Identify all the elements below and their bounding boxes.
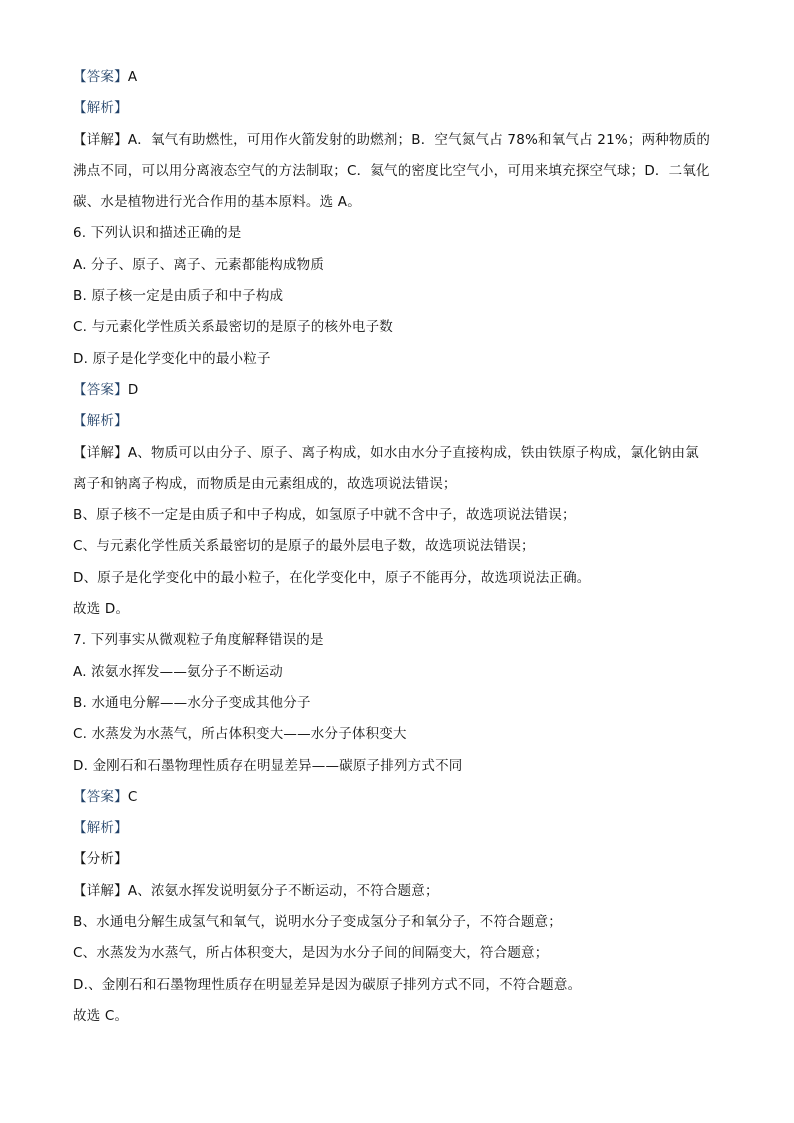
answer-value: C [127,788,138,805]
detail-line [73,125,733,156]
analysis-subheading [73,844,733,875]
option-line: D. 金刚石和石墨物理性质存在明显差异——碳原子排列方式不同 [73,757,463,774]
option-line: B. 原子核一定是由质子和中子构成 [73,288,284,305]
option-line: C. 水蒸发为水蒸气，所占体积变大——水分子体积变大 [73,726,407,743]
detail-text: A．氧气有助燃性，可用作火箭发射的助燃剂；B．空气氮气占 78%和氧气占 21%；两种物质的 [127,131,711,148]
detail-label: 【详解】 [73,131,128,148]
text-line: D、原子是化学变化中的最小粒子，在化学变化中，原子不能再分，故选项说法正确。 [73,569,591,586]
detail-text: A、物质可以由分子、原子、离子构成，如水由水分子直接构成，铁由铁原子构成，氯化钠由氯 [127,444,699,461]
text-line: 故选 D。 [73,601,130,618]
option-line: A. 浓氨水挥发——氨分子不断运动 [73,663,283,680]
analysis-heading [73,813,733,844]
answer-label: 【答案】 [73,381,128,398]
section-label: 【解析】 [73,413,128,430]
option-line: A. 分子、原子、离子、元素都能构成物质 [73,256,325,273]
text-line: B、原子核不一定是由质子和中子构成，如氢原子中就不含中子，故选项说法错误； [73,507,576,524]
analysis-label: 【分析】 [73,851,128,868]
answer-line [73,62,733,93]
detail-line [73,438,733,469]
question-6: 6. 下列认识和描述正确的是 [73,225,242,242]
text-line: 离子和钠离子构成，而物质是由元素组成的，故选项说法错误； [73,475,457,492]
answer-label: 【答案】 [73,788,128,805]
analysis-heading [73,406,733,437]
text-line: C、水蒸发为水蒸气，所占体积变大，是因为水分子间的间隔变大，符合题意； [73,945,549,962]
answer-line [73,375,733,406]
text-line: C、与元素化学性质关系最密切的是原子的最外层电子数，故选项说法错误； [73,538,535,555]
detail-line [73,876,733,907]
detail-label: 【详解】 [73,444,128,461]
text-line: 故选 C。 [73,1007,129,1024]
detail-text: A、浓氨水挥发说明氨分子不断运动，不符合题意； [127,882,439,899]
section-label: 【解析】 [73,820,128,837]
question-7: 7. 下列事实从微观粒子角度解释错误的是 [73,632,324,649]
answer-label: 【答案】 [73,69,128,85]
option-line: D. 原子是化学变化中的最小粒子 [73,350,271,367]
text-line: D.、金刚石和石墨物理性质存在明显差异是因为碳原子排列方式不同，不符合题意。 [73,976,582,993]
answer-value: D [127,381,139,398]
detail-label: 【详解】 [73,882,128,899]
answer-value: A [127,69,138,85]
option-line: C. 与元素化学性质关系最密切的是原子的核外电子数 [73,319,394,336]
analysis-heading [73,93,733,124]
text-line: 碳、水是植物进行光合作用的基本原料。选 A。 [73,194,361,211]
text-line: 沸点不同，可以用分离液态空气的方法制取；C．氦气的密度比空气小，可用来填充探空气球；D．二氧化 [73,162,710,179]
text-line: B、水通电分解生成氢气和氧气，说明水分子变成氢分子和氧分子，不符合题意； [73,914,562,931]
section-label: 【解析】 [73,100,128,117]
answer-line [73,782,733,813]
document-page [73,62,733,1032]
option-line: B. 水通电分解——水分子变成其他分子 [73,694,311,711]
